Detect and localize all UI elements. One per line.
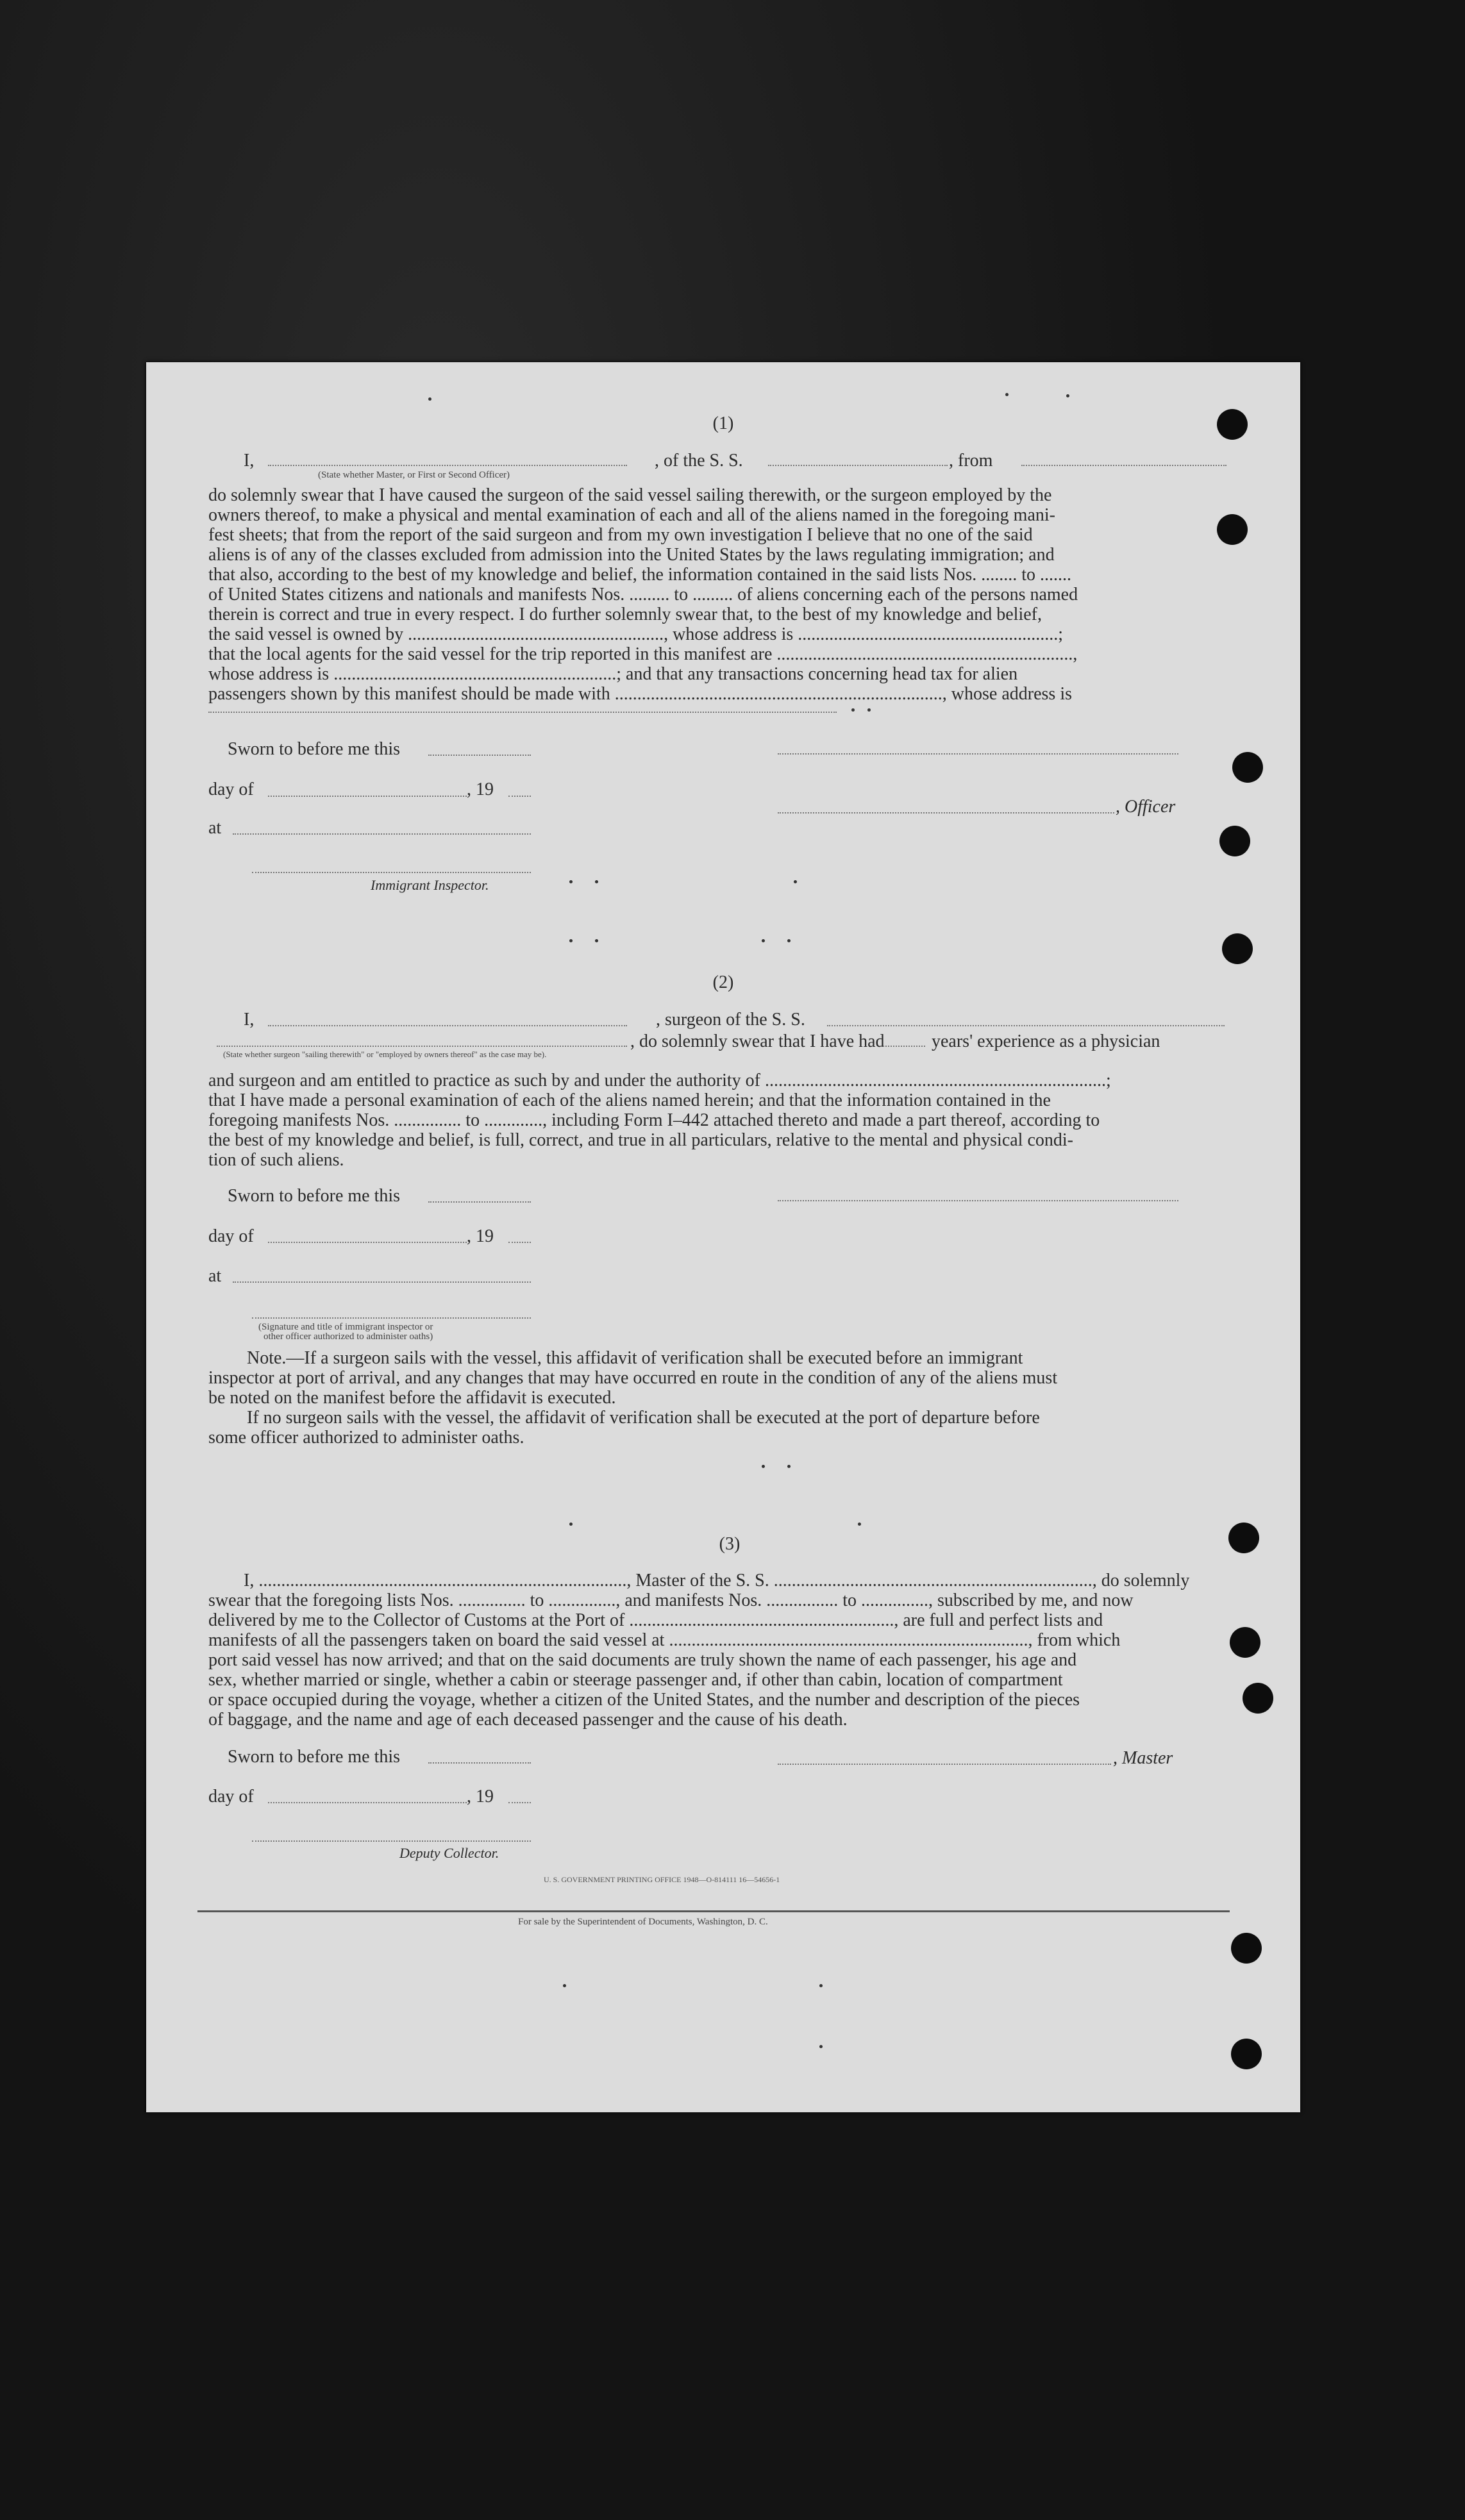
s1-body-line: fest sheets; that from the report of the said surgeon and from my own investigation I believe that no one of the said	[208, 525, 1033, 545]
s2-state-note: (State whether surgeon "sailing therewith" or "employed by owners thereof" as the case may be).	[223, 1049, 547, 1059]
s2-year-label: , 19	[467, 1226, 494, 1246]
binder-hole	[1222, 933, 1253, 964]
s1-day-field[interactable]	[268, 796, 467, 797]
s2-year-field[interactable]	[508, 1242, 531, 1243]
s1-address-field[interactable]	[208, 712, 837, 713]
scan-speck	[569, 939, 573, 942]
s2-sig-note-2: other officer authorized to administer oaths)	[264, 1331, 433, 1342]
s2-ship-field[interactable]	[827, 1025, 1225, 1026]
s1-body-line: aliens is of any of the classes excluded from admission into the United States by the laws regulating immigration; and	[208, 545, 1055, 565]
s2-signature-rule	[252, 1317, 531, 1319]
for-sale-line: For sale by the Superintendent of Documents, Washington, D. C.	[518, 1917, 768, 1927]
scan-speck	[794, 880, 797, 883]
s3-body-line: or space occupied during the voyage, whether a citizen of the United States, and the number and description of the pieces	[208, 1690, 1080, 1710]
printing-office-line: U. S. GOVERNMENT PRINTING OFFICE 1948—O-814111 16—54656-1	[544, 1875, 780, 1884]
s3-sworn-label: Sworn to before me this	[228, 1747, 401, 1767]
s2-surgeon-of-ss-label: , surgeon of the S. S.	[656, 1010, 805, 1030]
s1-officer-label: , Officer	[1116, 797, 1176, 817]
s2-body-line: the best of my knowledge and belief, is full, correct, and true in all particulars, relative to the mental and physical condi-	[208, 1130, 1073, 1150]
scan-speck	[858, 1523, 861, 1526]
s1-sworn-field[interactable]	[428, 755, 531, 756]
s3-body-line: I, .................................................................................., Master of the S. S. ......................................................................., do solemnly	[244, 1571, 1190, 1590]
s2-body-line: that I have made a personal examination of each of the aliens named herein; and that the information contained in the	[208, 1090, 1051, 1110]
form-page	[146, 362, 1300, 2112]
s1-at-field[interactable]	[233, 833, 531, 835]
scan-speck	[787, 1465, 791, 1468]
s1-signature-line	[778, 753, 1178, 755]
s2-body-line: foregoing manifests Nos. ............... to ............., including Form I–442 attached thereto and made a part thereof, according to	[208, 1110, 1100, 1130]
s3-body	[208, 1571, 1237, 1730]
s1-i-label: I,	[244, 451, 255, 471]
binder-hole	[1219, 826, 1250, 856]
s3-body-line: manifests of all the passengers taken on board the said vessel at ................................................................................, from which	[208, 1630, 1121, 1650]
scan-speck	[595, 939, 598, 942]
s2-sig-note-1: (Signature and title of immigrant inspector or	[258, 1322, 433, 1332]
s1-body-line: that the local agents for the said vessel for the trip reported in this manifest are ..................................................................,	[208, 644, 1078, 664]
scan-speck	[1005, 393, 1009, 396]
scan-speck	[569, 880, 573, 883]
s1-body-line: of United States citizens and nationals and manifests Nos. ......... to ......... of aliens concerning each of the persons named	[208, 585, 1078, 605]
s1-body	[208, 485, 1237, 704]
s2-day-field[interactable]	[268, 1242, 467, 1243]
s1-sworn-label: Sworn to before me this	[228, 739, 401, 759]
scan-speck	[867, 708, 871, 712]
s1-at-label: at	[208, 818, 222, 838]
binder-hole	[1232, 752, 1263, 783]
s2-body-line: and surgeon and am entitled to practice as such by and under the authority of ............................................................................;	[208, 1071, 1111, 1090]
section-2-number: (2)	[712, 972, 734, 992]
s3-collector-label: Deputy Collector.	[399, 1845, 499, 1861]
scan-speck	[569, 1523, 573, 1526]
s3-collector-line	[252, 1840, 531, 1842]
s1-from-field[interactable]	[1021, 465, 1226, 466]
s3-day-of-label: day of	[208, 1787, 254, 1807]
s1-year-label: , 19	[467, 780, 494, 799]
s2-signature-line	[778, 1200, 1178, 1201]
s1-name-field[interactable]	[268, 465, 627, 466]
binder-hole	[1228, 1523, 1259, 1553]
s3-sworn-field[interactable]	[428, 1762, 531, 1764]
s1-body-line: the said vessel is owned by ........................................................., whose address is ..........................................................;	[208, 624, 1064, 644]
section-1-number: (1)	[712, 413, 734, 433]
s3-master-label: , Master	[1113, 1748, 1173, 1768]
scan-speck	[851, 708, 855, 712]
s1-inspector-label: Immigrant Inspector.	[371, 877, 489, 893]
footer-rule	[197, 1910, 1230, 1912]
s2-at-label: at	[208, 1266, 222, 1286]
s1-ship-field[interactable]	[768, 465, 948, 466]
s3-master-field[interactable]	[778, 1764, 1111, 1765]
s2-years-label: years' experience as a physician	[932, 1031, 1160, 1051]
s2-note	[208, 1348, 1237, 1448]
s2-do-solemnly-label: , do solemnly swear that I have had	[630, 1031, 885, 1051]
s3-year-field[interactable]	[508, 1802, 531, 1803]
scan-speck	[428, 397, 431, 401]
s2-sworn-label: Sworn to before me this	[228, 1186, 401, 1206]
binder-hole	[1231, 1933, 1262, 1964]
scan-speck	[1066, 394, 1069, 397]
s2-day-of-label: day of	[208, 1226, 254, 1246]
s1-year-field[interactable]	[508, 796, 531, 797]
s2-note-line: Note.—If a surgeon sails with the vessel, this affidavit of verification shall be executed before an immigrant	[247, 1348, 1023, 1368]
s2-sworn-field[interactable]	[428, 1201, 531, 1203]
s1-inspector-line	[252, 872, 531, 873]
s1-of-ss-label: , of the S. S.	[655, 451, 743, 471]
scan-speck	[819, 1984, 823, 1987]
s2-note-line: If no surgeon sails with the vessel, the affidavit of verification shall be executed at the port of departure before	[247, 1408, 1040, 1428]
s1-body-line: therein is correct and true in every respect. I do further solemnly swear that, to the best of my knowledge and belief,	[208, 605, 1042, 624]
binder-hole	[1217, 409, 1248, 440]
s3-year-label: , 19	[467, 1787, 494, 1807]
scan-speck	[762, 1465, 765, 1468]
s1-from-label: , from	[949, 451, 993, 471]
s1-body-line: that also, according to the best of my knowledge and belief, the information contained in the said lists Nos. ........ to .......	[208, 565, 1072, 585]
s1-officer-field[interactable]	[778, 812, 1114, 814]
s2-body	[208, 1071, 1237, 1170]
binder-hole	[1231, 2039, 1262, 2069]
scan-speck	[595, 880, 598, 883]
s3-body-line: swear that the foregoing lists Nos. ............... to ..............., and manifests Nos. ................ to ..............., subscribed by me, and now	[208, 1590, 1134, 1610]
s3-body-line: port said vessel has now arrived; and that on the said documents are truly shown the name of each passenger, his age and	[208, 1650, 1077, 1670]
s2-years-field[interactable]	[880, 1046, 925, 1047]
s2-note-line: some officer authorized to administer oaths.	[208, 1428, 524, 1448]
scan-speck	[819, 2045, 823, 2048]
binder-hole	[1243, 1683, 1273, 1714]
s2-body-line: tion of such aliens.	[208, 1150, 344, 1170]
s1-day-of-label: day of	[208, 780, 254, 799]
s3-body-line: of baggage, and the name and age of each deceased passenger and the cause of his death.	[208, 1710, 848, 1730]
s3-body-line: delivered by me to the Collector of Customs at the Port of ..........................................................., are full and perfect lists and	[208, 1610, 1103, 1630]
binder-hole	[1217, 514, 1248, 545]
s2-note-line: inspector at port of arrival, and any changes that may have occurred en route in the condition of any of the aliens must	[208, 1368, 1058, 1388]
s3-day-field[interactable]	[268, 1802, 467, 1803]
s3-body-line: sex, whether married or single, whether a cabin or steerage passenger and, if other than cabin, location of compartment	[208, 1670, 1063, 1690]
scan-speck	[787, 939, 791, 942]
scan-speck	[762, 939, 765, 942]
s2-i-label: I,	[244, 1010, 255, 1030]
binder-hole	[1230, 1627, 1260, 1658]
s1-state-note: (State whether Master, or First or Second Officer)	[318, 470, 510, 480]
s1-body-line: whose address is ...............................................................; and that any transactions concerning head tax for alien	[208, 664, 1018, 684]
s1-body-line: owners thereof, to make a physical and mental examination of each and all of the aliens named in the foregoing mani-	[208, 505, 1055, 525]
s2-name-field[interactable]	[268, 1025, 627, 1026]
s2-at-field[interactable]	[233, 1281, 531, 1283]
section-3-number: (3)	[719, 1534, 741, 1554]
scan-speck	[563, 1984, 566, 1987]
s2-note-line: be noted on the manifest before the affidavit is executed.	[208, 1388, 616, 1408]
s1-body-line: do solemnly swear that I have caused the surgeon of the said vessel sailing therewith, or the surgeon employed by the	[208, 485, 1052, 505]
s2-capacity-field[interactable]	[217, 1046, 627, 1047]
s1-body-line: passengers shown by this manifest should be made with ........................................................................., whose address is	[208, 684, 1072, 704]
